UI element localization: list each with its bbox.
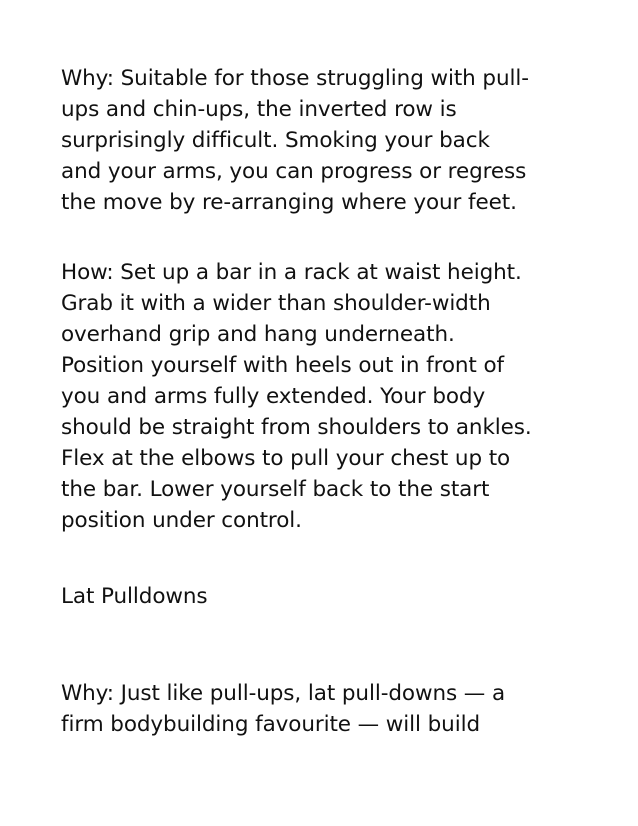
- inverted-row-how-paragraph: [61, 257, 631, 536]
- paragraph-line: ups and chin-ups, the inverted row is: [61, 97, 457, 122]
- paragraph-line: Position yourself with heels out in front of: [61, 353, 505, 378]
- paragraph-line: How: Set up a bar in a rack at waist height.: [61, 260, 522, 285]
- paragraph-line: surprisingly difficult. Smoking your back: [61, 128, 490, 153]
- paragraph-line: you and arms fully extended. Your body: [61, 384, 486, 409]
- paragraph-line: overhand grip and hang underneath.: [61, 322, 455, 347]
- paragraph-line: position under control.: [61, 508, 302, 533]
- paragraph-line: and your arms, you can progress or regress: [61, 159, 527, 184]
- paragraph-line: Why: Suitable for those struggling with pull-: [61, 66, 529, 91]
- lat-pulldowns-why-paragraph: [61, 678, 631, 740]
- heading-text: Lat Pulldowns: [61, 584, 208, 609]
- paragraph-line: Flex at the elbows to pull your chest up to: [61, 446, 511, 471]
- paragraph-line: firm bodybuilding favourite — will build: [61, 712, 480, 737]
- section-heading-lat-pulldowns: [61, 581, 631, 612]
- inverted-row-why-paragraph: [61, 63, 631, 218]
- paragraph-line: the move by re-arranging where your feet.: [61, 190, 517, 215]
- paragraph-line: Why: Just like pull-ups, lat pull-downs — a: [61, 681, 506, 706]
- paragraph-line: should be straight from shoulders to ankles.: [61, 415, 532, 440]
- paragraph-line: Grab it with a wider than shoulder-width: [61, 291, 491, 316]
- paragraph-line: the bar. Lower yourself back to the start: [61, 477, 490, 502]
